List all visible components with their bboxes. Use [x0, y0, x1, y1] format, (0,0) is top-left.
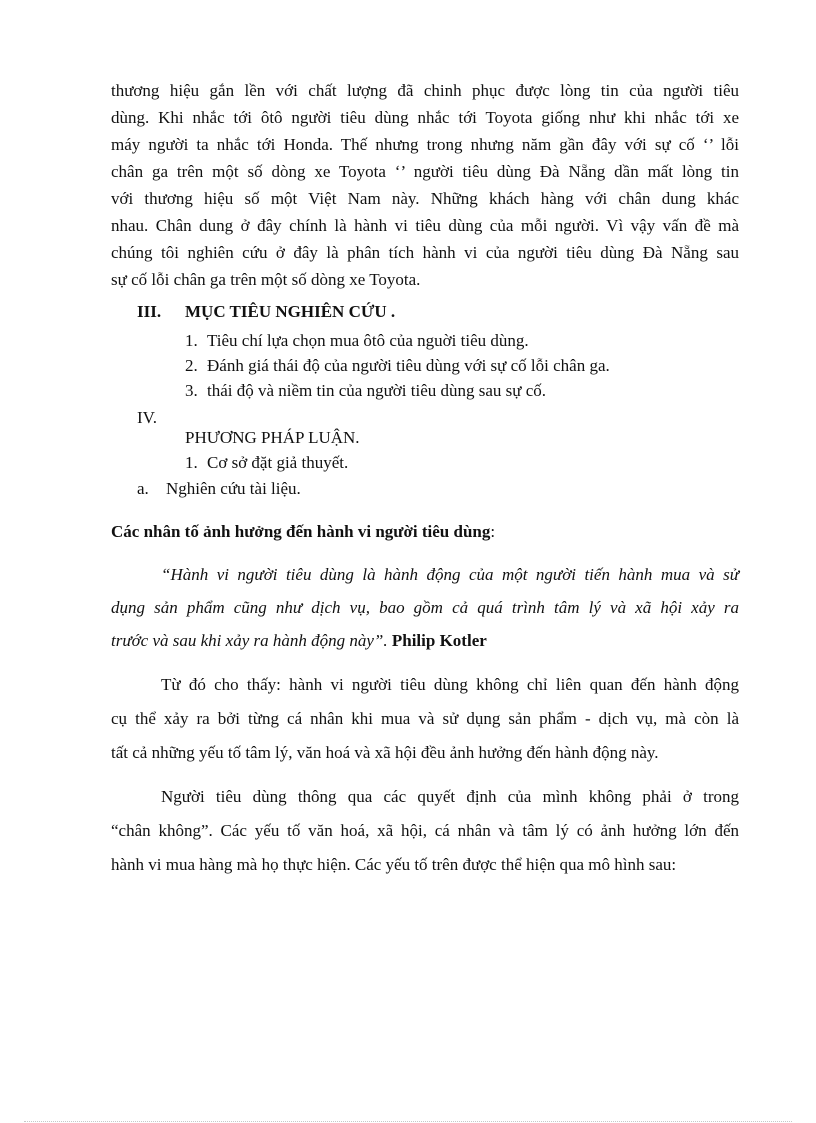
- intro-line-7: chúng tôi nghiên cứu ở đây là phân tích hành vi của người tiêu dùng Đà Nẵng sau: [111, 243, 739, 262]
- intro-line-1: thương hiệu gắn lền với chất lượng đã chinh phục được lòng tin của người tiêu: [111, 81, 739, 100]
- quote-line-2: dụng sản phẩm cũng như dịch vụ, bao gồm cả quá trình tâm lý và xã hội xảy ra: [111, 598, 739, 617]
- item-text: Đánh giá thái độ của người tiêu dùng với sự cố lỗi chân ga.: [207, 356, 610, 375]
- item-text: Cơ sở đặt giả thuyết.: [207, 453, 349, 472]
- item-text: Tiêu chí lựa chọn mua ôtô của nguời tiêu dùng.: [207, 331, 529, 350]
- para2-line-1: Người tiêu dùng thông qua các quyết định của mình không phải ở trong: [161, 787, 739, 806]
- section-3-item-1: [185, 330, 529, 352]
- para1-line-3: tất cả những yếu tố tâm lý, văn hoá và xã hội đều ảnh hưởng đến hành động này.: [111, 743, 659, 762]
- section-4-title: PHƯƠNG PHÁP LUẬN.: [185, 428, 360, 447]
- section-4-item-1: [185, 452, 348, 474]
- section-4-numeral: IV.: [137, 408, 157, 427]
- section-3-title: MỤC TIÊU NGHIÊN CỨU .: [185, 302, 396, 321]
- item-text: thái độ và niềm tin của người tiêu dùng sau sự cố.: [207, 381, 547, 400]
- sub-item-text: Nghiên cứu tài liệu.: [166, 479, 301, 498]
- para1-line-1: Từ đó cho thấy: hành vi người tiêu dùng không chỉ liên quan đến hành động: [161, 675, 739, 694]
- intro-line-2: dùng. Khi nhắc tới ôtô người tiêu dùng nhắc tới Toyota giống như khi nhắc tới xe: [111, 108, 739, 127]
- factors-heading: [111, 521, 495, 543]
- quote-end-text: trước và sau khi xảy ra hành động này”.: [111, 631, 388, 650]
- quote-line-3: [111, 630, 487, 652]
- section-3-item-2: [185, 355, 610, 377]
- item-number: 3.: [185, 381, 198, 400]
- para2-line-2: “chân không”. Các yếu tố văn hoá, xã hội, cá nhân và tâm lý có ảnh hưởng lớn đến: [111, 821, 739, 840]
- item-number: 1.: [185, 453, 198, 472]
- sub-item-letter: a.: [137, 479, 149, 498]
- item-number: 2.: [185, 356, 198, 375]
- intro-line-4: chân ga trên một số dòng xe Toyota ‘’ người tiêu dùng Đà Nẵng dần mất lòng tin: [111, 162, 739, 181]
- intro-line-8: sự cố lỗi chân ga trên một số dòng xe Toyota.: [111, 270, 421, 289]
- section-3-item-3: [185, 380, 546, 402]
- factors-heading-text: Các nhân tố ảnh hưởng đến hành vi người tiêu dùng: [111, 522, 491, 541]
- item-number: 1.: [185, 331, 198, 350]
- intro-line-6: nhau. Chân dung ở đây chính là hành vi tiêu dùng của mỗi người. Vì vậy vấn đề mà: [111, 216, 739, 235]
- para1-line-2: cụ thể xảy ra bởi từng cá nhân khi mua và sử dụng sản phẩm - dịch vụ, mà còn là: [111, 709, 739, 728]
- section-4-sub-a: [137, 478, 301, 500]
- factors-heading-colon: :: [490, 522, 496, 541]
- intro-line-5: với thương hiệu số một Việt Nam này. Những khách hàng với chân dung khác: [111, 189, 739, 208]
- page-bottom-rule: [24, 1121, 792, 1122]
- section-3-numeral: III.: [137, 302, 162, 321]
- intro-line-3: máy người ta nhắc tới Honda. Thế nhưng trong nhưng năm gần đây với sự cố ‘’ lỗi: [111, 135, 739, 154]
- quote-line-1: “Hành vi người tiêu dùng là hành động của một người tiến hành mua và sử: [161, 565, 739, 584]
- quote-author: Philip Kotler: [391, 631, 487, 650]
- para2-line-3: hành vi mua hàng mà họ thực hiện. Các yếu tố trên được thể hiện qua mô hình sau:: [111, 855, 677, 874]
